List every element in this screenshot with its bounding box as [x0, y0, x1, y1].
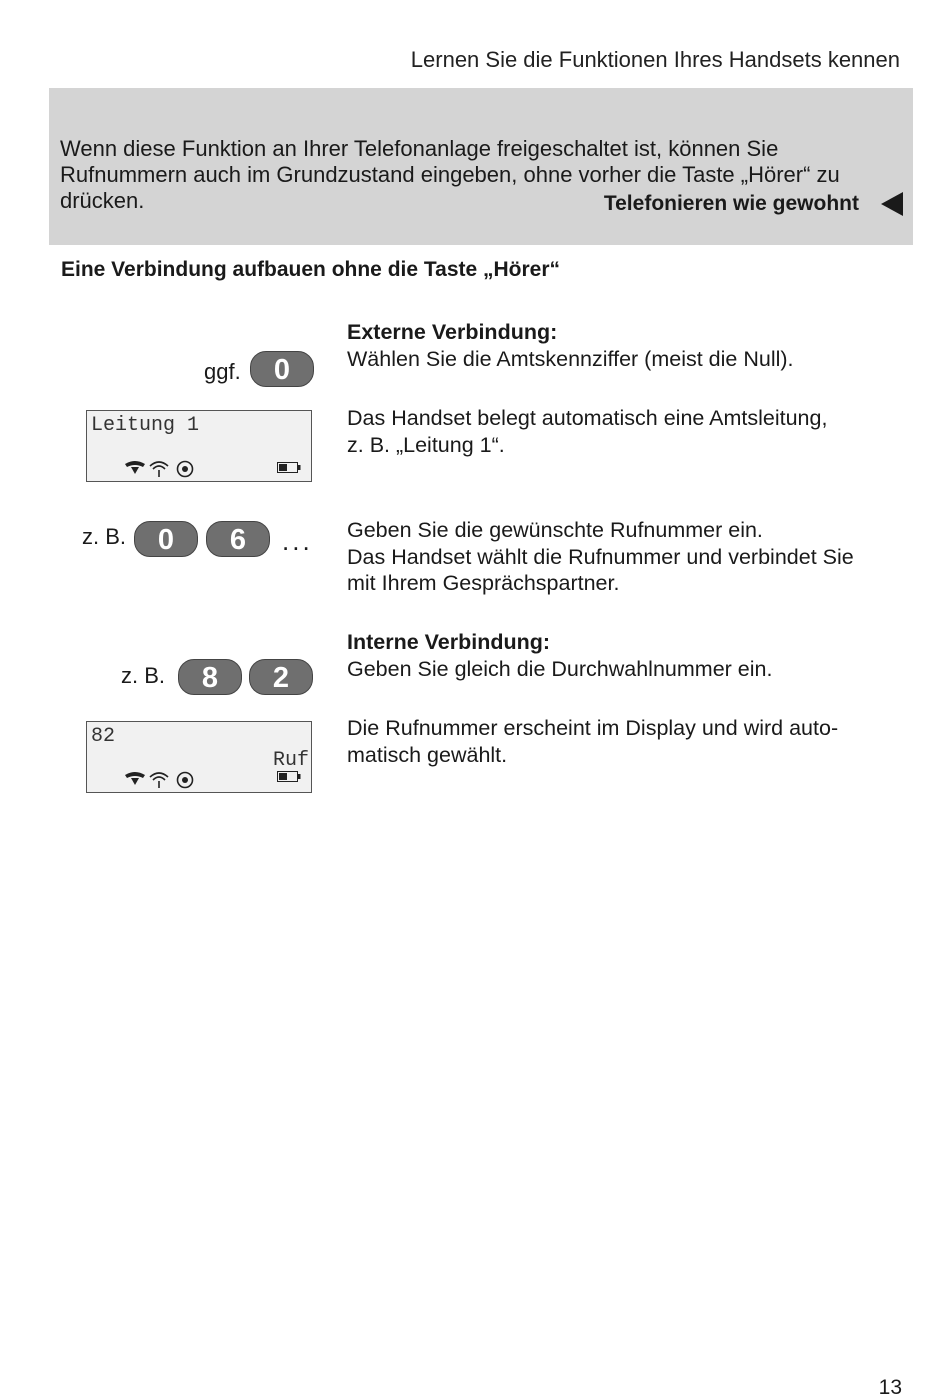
handset-icon — [125, 461, 145, 474]
key-6: 6 — [206, 521, 270, 557]
ring-icon — [178, 462, 193, 477]
external-step2-line1: Das Handset belegt automatisch eine Amtsleitung, — [347, 406, 828, 430]
section-title: Telefonieren wie gewohnt — [603, 192, 859, 215]
external-step3-line1: Geben Sie die gewünschte Rufnummer ein. — [347, 518, 763, 542]
display-screen-internal — [86, 721, 312, 793]
internal-heading: Interne Verbindung: — [347, 630, 551, 654]
key-0-b: 0 — [134, 521, 198, 557]
key-2: 2 — [249, 659, 313, 695]
more-digits: ... — [282, 526, 313, 556]
internal-step1: Geben Sie gleich die Durchwahlnummer ein. — [347, 656, 773, 681]
display-line1: Leitung 1 — [91, 414, 200, 437]
external-step3-line2: Das Handset wählt die Rufnummer und verbindet Sie — [347, 544, 854, 569]
external-step2-line2: z. B. „Leitung 1“. — [347, 432, 505, 457]
internal-block-2 — [347, 715, 907, 768]
handset-icon — [125, 772, 145, 785]
external-block-1 — [347, 319, 907, 372]
external-step1: Wählen Sie die Amtskennziffer (meist die Null). — [347, 346, 794, 371]
running-head: Lernen Sie die Funktionen Ihres Handsets kennen — [410, 47, 900, 72]
intro-box — [49, 88, 913, 245]
battery-icon — [277, 771, 301, 782]
status-icons — [123, 457, 203, 479]
internal-step2-line2: matisch gewählt. — [347, 742, 508, 767]
internal-step2-line1: Die Rufnummer erscheint im Display und wird auto- — [347, 716, 839, 740]
display-line2: Ruf — [272, 749, 309, 772]
intro-text: Wenn diese Funktion an Ihrer Telefonanlage freigeschaltet ist, können Sie Rufnummern auch im Grundzustand eingeben, ohne vorher die Taste „Hörer“ zu drücken. — [60, 136, 840, 213]
key-0: 0 — [250, 351, 314, 387]
key-8: 8 — [178, 659, 242, 695]
status-icons — [123, 768, 203, 790]
display-line1: 82 — [91, 725, 116, 748]
internal-block-1 — [347, 629, 907, 682]
external-block-3 — [347, 517, 907, 597]
signal-icon — [150, 773, 168, 788]
external-prefix-ggf: ggf. — [204, 359, 241, 384]
external-heading: Externe Verbindung: — [347, 320, 558, 344]
external-block-2 — [347, 405, 907, 458]
external-prefix-zb: z. B. — [82, 524, 127, 549]
signal-icon — [150, 462, 168, 477]
page-number: 13 — [878, 1376, 902, 1399]
battery-icon — [277, 462, 301, 473]
external-step3-line3: mit Ihrem Gesprächspartner. — [347, 571, 620, 595]
internal-prefix-zb: z. B. — [121, 663, 166, 688]
sub-heading: Eine Verbindung aufbauen ohne die Taste „Hörer“ — [61, 258, 561, 281]
display-screen-external — [86, 410, 312, 482]
ring-icon — [178, 773, 193, 788]
